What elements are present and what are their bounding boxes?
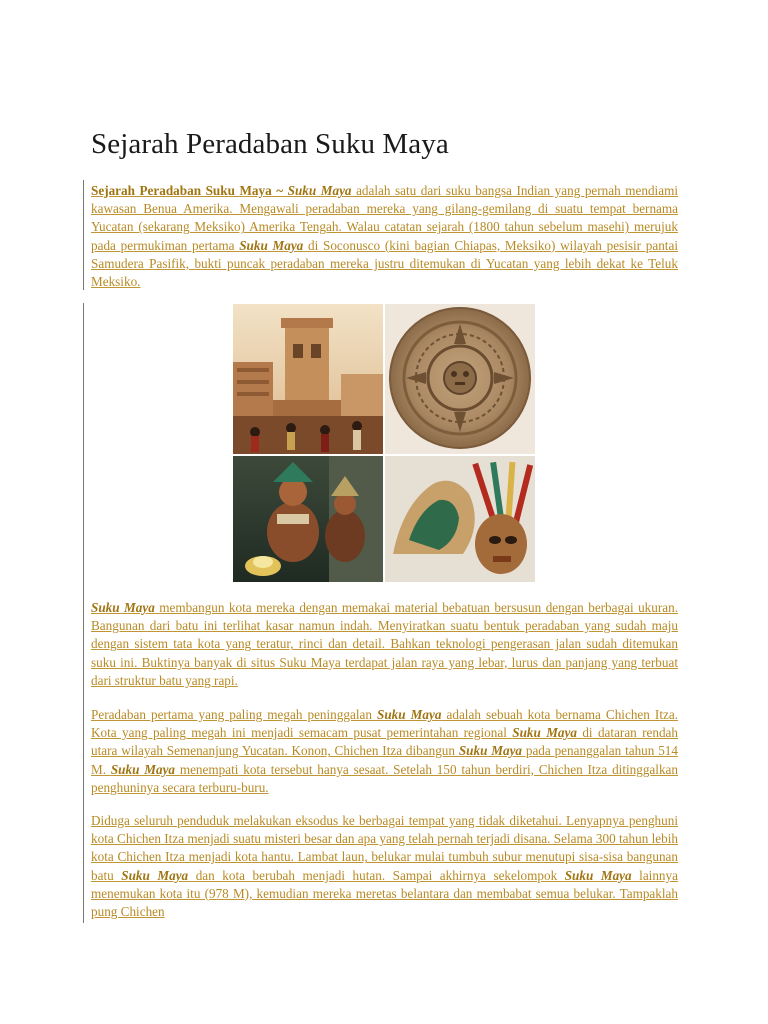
p3-em-4: Suku Maya [110,761,176,777]
temple-scene-panel [233,304,383,454]
intro-lead-italic: Suku Maya [287,183,352,198]
intro-paragraph[interactable] [91,182,678,291]
body-paragraph-3[interactable] [91,706,678,797]
p3-em-1: Suku Maya [377,707,442,722]
intro-em-1: Suku Maya [239,237,304,253]
p3-text-1: Peradaban pertama yang paling megah peninggalan [91,707,377,722]
p2-em-1: Suku Maya [91,600,155,615]
body-paragraph-2[interactable] [91,599,678,690]
page-title: Sejarah Peradaban Suku Maya [91,128,449,160]
intro-separator: ~ [271,183,288,198]
p4-em-1: Suku Maya [121,867,189,883]
feathered-mask-panel [385,456,535,582]
p3-text-3: di dataran rendah utara wilayah Semenanjung Yucatan. Konon, Chichen Itza dibangun [91,725,678,759]
p3-text-2: adalah sebuah kota bernama Chichen Itza. Kota yang paling megah ini menjadi semacam pusat pemerintahan regional [91,707,678,741]
p4-text-1: Diduga seluruh penduduk melakukan eksodus ke berbagai tempat yang tidak diketahui. Lenyapnya penghuni kota Chichen Itza menjadi suatu misteri besar dan apa yang telah pernah terjadi disana. Selama 300 tahun lebih kota Chichen Itza menjadi kota hantu. Lambat laun, belukar mulai tumbuh subur menutupi sisa-sisa bangunan batu [91,813,678,883]
left-margin-bar [83,180,84,290]
intro-lead-bold: Sejarah Peradaban Suku Maya [91,183,272,198]
ritual-figures-panel [233,456,383,582]
p3-em-2: Suku Maya [512,725,577,741]
p4-em-2: Suku Maya [564,867,632,883]
p3-em-3: Suku Maya [458,743,523,759]
p4-text-2: dan kota berubah menjadi hutan. Sampai akhirnya sekelompok [188,867,565,883]
intro-text-1: adalah satu dari suku bangsa Indian yang pernah mendiami kawasan Benua Amerika. Mengawali peradaban mereka yang gilang-gemilang di suatu tempat bernama Yucatan (sekarang Meksiko) Amerika Tengah. Walau catatan sejarah (1800 tahun sebelum masehi) merujuk pada permukiman pertama [91,183,678,253]
p2-text-1: membangun kota mereka dengan memakai material bebatuan bersusun dengan berbagai ukuran. Bangunan dari batu ini terlihat kasar namun indah. Menyiratkan suatu bentuk peradaban yang sudah maju dengan sistem tata kota yang teratur, rinci dan detail. Bahkan teknologi pengerasan jalan sudah ditemukan suku ini. Buktinya banyak di situs Suku Maya terdapat jalan raya yang lebar, lurus dan panjang yang terbuat dari struktur batu yang rapi. [91,600,678,688]
p3-text-4: pada penanggalan tahun 514 M. [91,743,678,777]
intro-text-2: di Soconusco (kini bagian Chiapas, Meksiko) wilayah pesisir pantai Samudera Pasifik, bukti puncak peradaban mereka justru ditemukan di Yucatan yang lebih dekat ke Teluk Meksiko. [91,237,678,290]
calendar-stone-panel [385,304,535,454]
p4-text-3: lainnya menemukan kota itu (978 M), kemudian mereka meretas belantara dan membabat semua belukar. Tampaklah pung Chichen [91,867,678,920]
left-margin-bar [83,303,84,923]
p3-text-5: menempati kota tersebut hanya sesaat. Setelah 150 tahun berdiri, Chichen Itza ditinggalkan penghuninya secara terburu-buru. [91,761,678,795]
body-paragraph-4[interactable] [91,812,678,921]
maya-collage-image [233,304,535,582]
